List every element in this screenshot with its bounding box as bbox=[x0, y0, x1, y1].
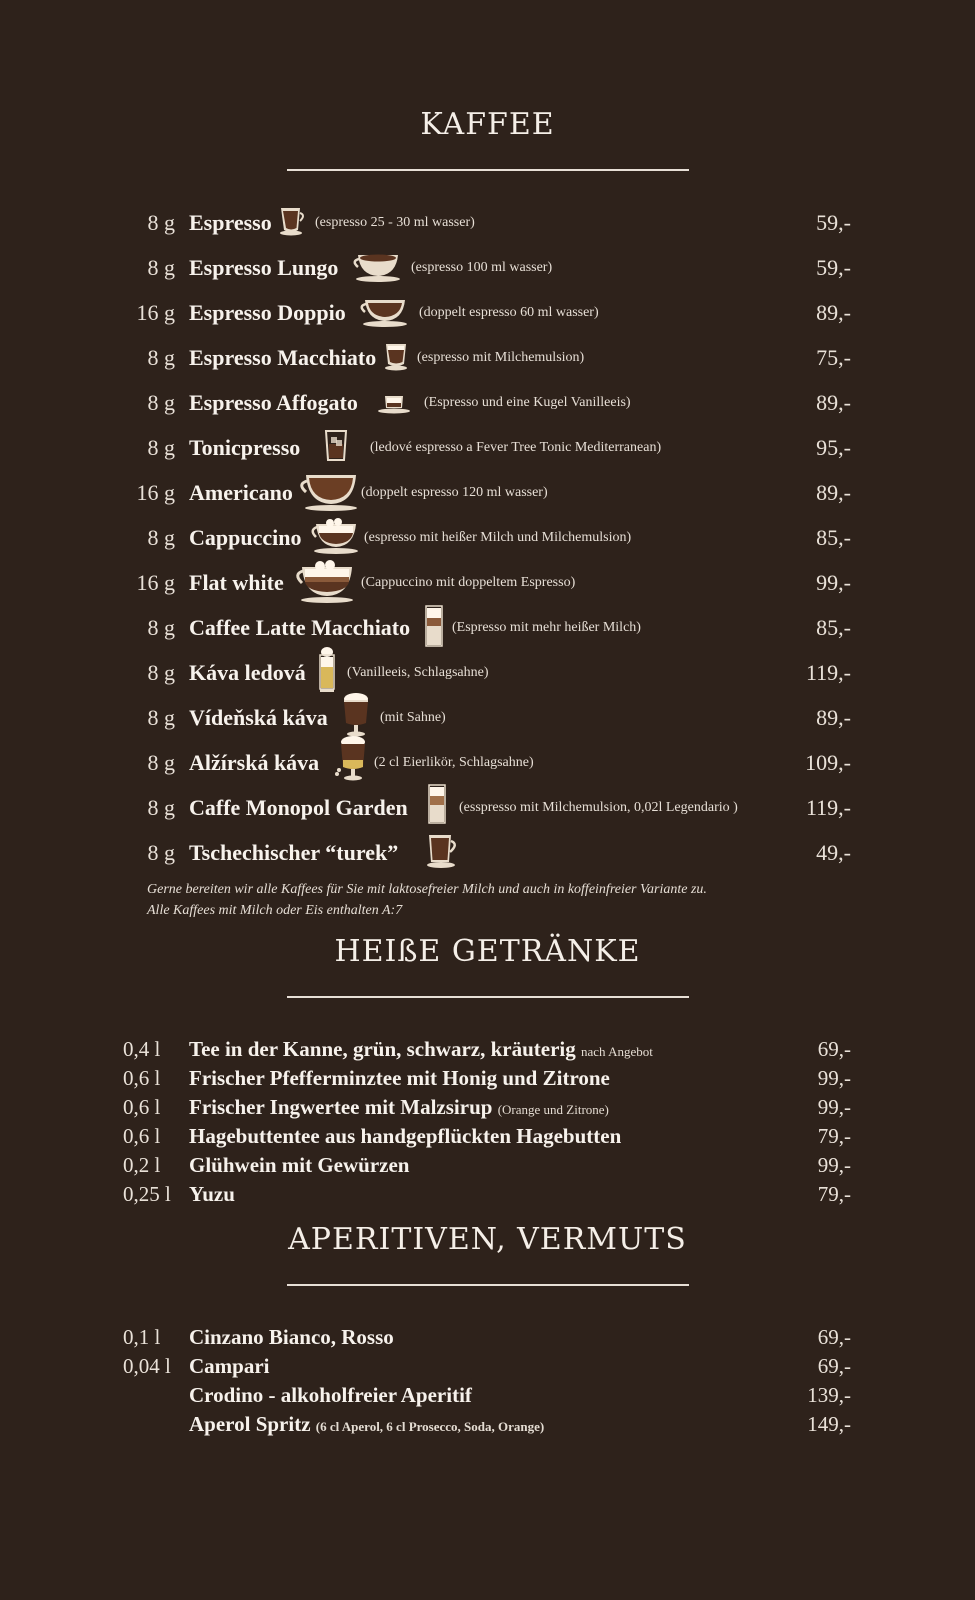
item-price: 49,- bbox=[816, 840, 851, 865]
item-price: 89,- bbox=[816, 300, 851, 325]
item-name: Káva ledová bbox=[189, 660, 306, 685]
item-name: Americano bbox=[189, 480, 293, 505]
menu-item bbox=[0, 390, 975, 430]
latte-glass-icon bbox=[423, 604, 445, 648]
item-price: 75,- bbox=[816, 345, 851, 370]
item-name: Flat white bbox=[189, 570, 284, 595]
item-description: (2 cl Eierlikör, Schlagsahne) bbox=[374, 755, 534, 770]
item-quantity: 0,6 l bbox=[123, 1066, 161, 1090]
item-price: 89,- bbox=[816, 480, 851, 505]
item-name bbox=[189, 1095, 609, 1120]
menu-item bbox=[0, 615, 975, 655]
menu-item bbox=[0, 1124, 975, 1154]
item-price: 59,- bbox=[816, 255, 851, 280]
item-quantity: 8 g bbox=[147, 255, 175, 280]
item-price: 99,- bbox=[816, 570, 851, 595]
item-name: Crodino - alkoholfreier Aperitif bbox=[189, 1383, 472, 1407]
espresso-cup-icon bbox=[278, 204, 306, 236]
algerian-coffee-glass-icon bbox=[333, 734, 369, 782]
menu-item bbox=[0, 435, 975, 475]
item-quantity: 8 g bbox=[147, 390, 175, 415]
item-description: (ledové espresso a Fever Tree Tonic Mediterranean) bbox=[370, 440, 662, 455]
item-name-text: Tee in der Kanne, grün, schwarz, kräuterig bbox=[189, 1037, 576, 1061]
menu-item bbox=[0, 1095, 975, 1125]
tonic-glass-icon bbox=[323, 429, 349, 463]
item-quantity: 8 g bbox=[147, 345, 175, 370]
item-description: (doppelt espresso 120 ml wasser) bbox=[361, 485, 548, 500]
item-description: (Espresso und eine Kugel Vanilleeis) bbox=[424, 395, 631, 410]
item-name: Glühwein mit Gewürzen bbox=[189, 1153, 410, 1177]
menu-item bbox=[0, 525, 975, 565]
item-price: 85,- bbox=[816, 525, 851, 550]
menu-item bbox=[0, 1325, 975, 1355]
item-price: 69,- bbox=[817, 1354, 851, 1378]
item-description: (espresso 25 - 30 ml wasser) bbox=[315, 215, 475, 230]
item-price: 139,- bbox=[807, 1383, 851, 1407]
menu-item bbox=[0, 1066, 975, 1096]
item-price: 149,- bbox=[807, 1412, 851, 1436]
item-price: 69,- bbox=[817, 1037, 851, 1061]
item-quantity: 8 g bbox=[147, 660, 175, 685]
item-name: Cinzano Bianco, Rosso bbox=[189, 1325, 394, 1349]
item-quantity: 0,1 l bbox=[123, 1325, 161, 1349]
item-quantity: 8 g bbox=[147, 435, 175, 460]
item-quantity: 8 g bbox=[147, 840, 175, 865]
section-title-kaffee: KAFFEE bbox=[420, 107, 555, 142]
section-title-hot-drinks: HEIßE GETRÄNKE bbox=[334, 934, 641, 969]
title-divider bbox=[287, 996, 689, 998]
item-name: Campari bbox=[189, 1354, 270, 1378]
item-description: nach Angebot bbox=[581, 1044, 653, 1059]
item-name bbox=[189, 1412, 544, 1437]
item-quantity: 8 g bbox=[147, 795, 175, 820]
item-description: (Vanilleeis, Schlagsahne) bbox=[347, 665, 489, 680]
item-name: Vídeňská káva bbox=[189, 705, 328, 730]
item-quantity: 0,25 l bbox=[123, 1182, 171, 1206]
doppio-cup-icon bbox=[357, 294, 409, 328]
item-quantity: 8 g bbox=[147, 615, 175, 640]
item-price: 79,- bbox=[817, 1182, 851, 1206]
menu-item bbox=[0, 660, 975, 700]
menu-item bbox=[0, 750, 975, 790]
item-name: Hagebuttentee aus handgepflückten Hagebutten bbox=[189, 1124, 622, 1148]
item-description: (espresso 100 ml wasser) bbox=[411, 260, 553, 275]
item-name: Caffe Monopol Garden bbox=[189, 795, 408, 820]
lungo-cup-icon bbox=[350, 249, 402, 283]
item-price: 89,- bbox=[816, 390, 851, 415]
item-description: (6 cl Aperol, 6 cl Prosecco, Soda, Orange) bbox=[315, 1419, 545, 1434]
item-price: 109,- bbox=[805, 750, 851, 775]
menu-item bbox=[0, 300, 975, 340]
turek-cup-icon bbox=[425, 832, 461, 870]
item-quantity: 0,6 l bbox=[123, 1095, 161, 1119]
item-quantity: 8 g bbox=[147, 705, 175, 730]
item-quantity: 0,4 l bbox=[123, 1037, 161, 1061]
item-name: Cappuccino bbox=[189, 525, 302, 550]
item-quantity: 0,6 l bbox=[123, 1124, 161, 1148]
menu-item bbox=[0, 1354, 975, 1384]
item-name: Espresso Doppio bbox=[189, 300, 346, 325]
item-price: 95,- bbox=[816, 435, 851, 460]
item-price: 119,- bbox=[805, 795, 851, 820]
item-price: 69,- bbox=[817, 1325, 851, 1349]
item-quantity: 8 g bbox=[147, 525, 175, 550]
item-name: Espresso Affogato bbox=[189, 390, 358, 415]
item-price: 85,- bbox=[816, 615, 851, 640]
item-description: (doppelt espresso 60 ml wasser) bbox=[419, 305, 599, 320]
footnote-allergens: Alle Kaffees mit Milch oder Eis enthalten A:7 bbox=[147, 903, 403, 918]
item-quantity: 16 g bbox=[136, 480, 175, 505]
item-description: (Orange und Zitrone) bbox=[497, 1102, 609, 1117]
item-quantity: 0,04 l bbox=[123, 1354, 171, 1378]
menu-item bbox=[0, 1182, 975, 1212]
item-name: Espresso bbox=[189, 210, 272, 235]
layered-glass-icon bbox=[427, 783, 447, 825]
menu-item bbox=[0, 210, 975, 250]
flat-white-cup-icon bbox=[292, 558, 356, 604]
footnote-lactose: Gerne bereiten wir alle Kaffees für Sie mit laktosefreier Milch und auch in koffeinfreier Variante zu. bbox=[147, 882, 707, 897]
item-price: 59,- bbox=[816, 210, 851, 235]
americano-cup-icon bbox=[296, 470, 360, 512]
item-name: Espresso Lungo bbox=[189, 255, 339, 280]
item-quantity: 0,2 l bbox=[123, 1153, 161, 1177]
menu-item bbox=[0, 705, 975, 745]
item-price: 99,- bbox=[817, 1066, 851, 1090]
item-price: 89,- bbox=[816, 705, 851, 730]
item-quantity: 8 g bbox=[147, 210, 175, 235]
menu-item bbox=[0, 345, 975, 385]
item-quantity: 16 g bbox=[136, 570, 175, 595]
item-name: Tonicpresso bbox=[189, 435, 301, 460]
item-name: Tschechischer “turek” bbox=[189, 840, 399, 865]
item-description: (Espresso mit mehr heißer Milch) bbox=[452, 620, 641, 635]
item-name bbox=[189, 1037, 653, 1062]
item-description: (espresso mit heißer Milch und Milchemulsion) bbox=[364, 530, 632, 545]
item-price: 99,- bbox=[817, 1095, 851, 1119]
item-name: Espresso Macchiato bbox=[189, 345, 377, 370]
title-divider bbox=[287, 1284, 689, 1286]
vienna-coffee-glass-icon bbox=[339, 691, 373, 737]
cappuccino-cup-icon bbox=[308, 516, 360, 556]
item-description: (espresso mit Milchemulsion) bbox=[417, 350, 585, 365]
item-name: Frischer Pfefferminztee mit Honig und Zitrone bbox=[189, 1066, 610, 1090]
item-name-text: Frischer Ingwertee mit Malzsirup bbox=[189, 1095, 493, 1119]
item-price: 99,- bbox=[817, 1153, 851, 1177]
item-description: (Cappuccino mit doppeltem Espresso) bbox=[361, 575, 576, 590]
title-divider bbox=[287, 169, 689, 171]
item-name: Alžírská káva bbox=[189, 750, 320, 775]
item-quantity: 16 g bbox=[136, 300, 175, 325]
item-price: 119,- bbox=[805, 660, 851, 685]
item-description: (esspresso mit Milchemulsion, 0,02l Legendario ) bbox=[459, 800, 738, 815]
menu-item bbox=[0, 840, 975, 880]
menu-item bbox=[0, 1153, 975, 1183]
menu-item bbox=[0, 1412, 975, 1442]
menu-item bbox=[0, 1383, 975, 1413]
menu-item bbox=[0, 1037, 975, 1067]
affogato-cup-icon bbox=[377, 388, 411, 416]
iced-coffee-glass-icon bbox=[316, 646, 338, 694]
macchiato-cup-icon bbox=[383, 339, 411, 371]
item-price: 79,- bbox=[817, 1124, 851, 1148]
menu-item bbox=[0, 570, 975, 610]
item-name-text: Aperol Spritz bbox=[189, 1412, 311, 1436]
menu-item bbox=[0, 255, 975, 295]
menu-item bbox=[0, 480, 975, 520]
item-name: Yuzu bbox=[189, 1182, 235, 1206]
menu-item bbox=[0, 795, 975, 835]
section-title-aperitives: APERITIVEN, VERMUTS bbox=[288, 1222, 687, 1257]
item-name: Caffee Latte Macchiato bbox=[189, 615, 411, 640]
item-description: (mit Sahne) bbox=[380, 710, 446, 725]
item-quantity: 8 g bbox=[147, 750, 175, 775]
